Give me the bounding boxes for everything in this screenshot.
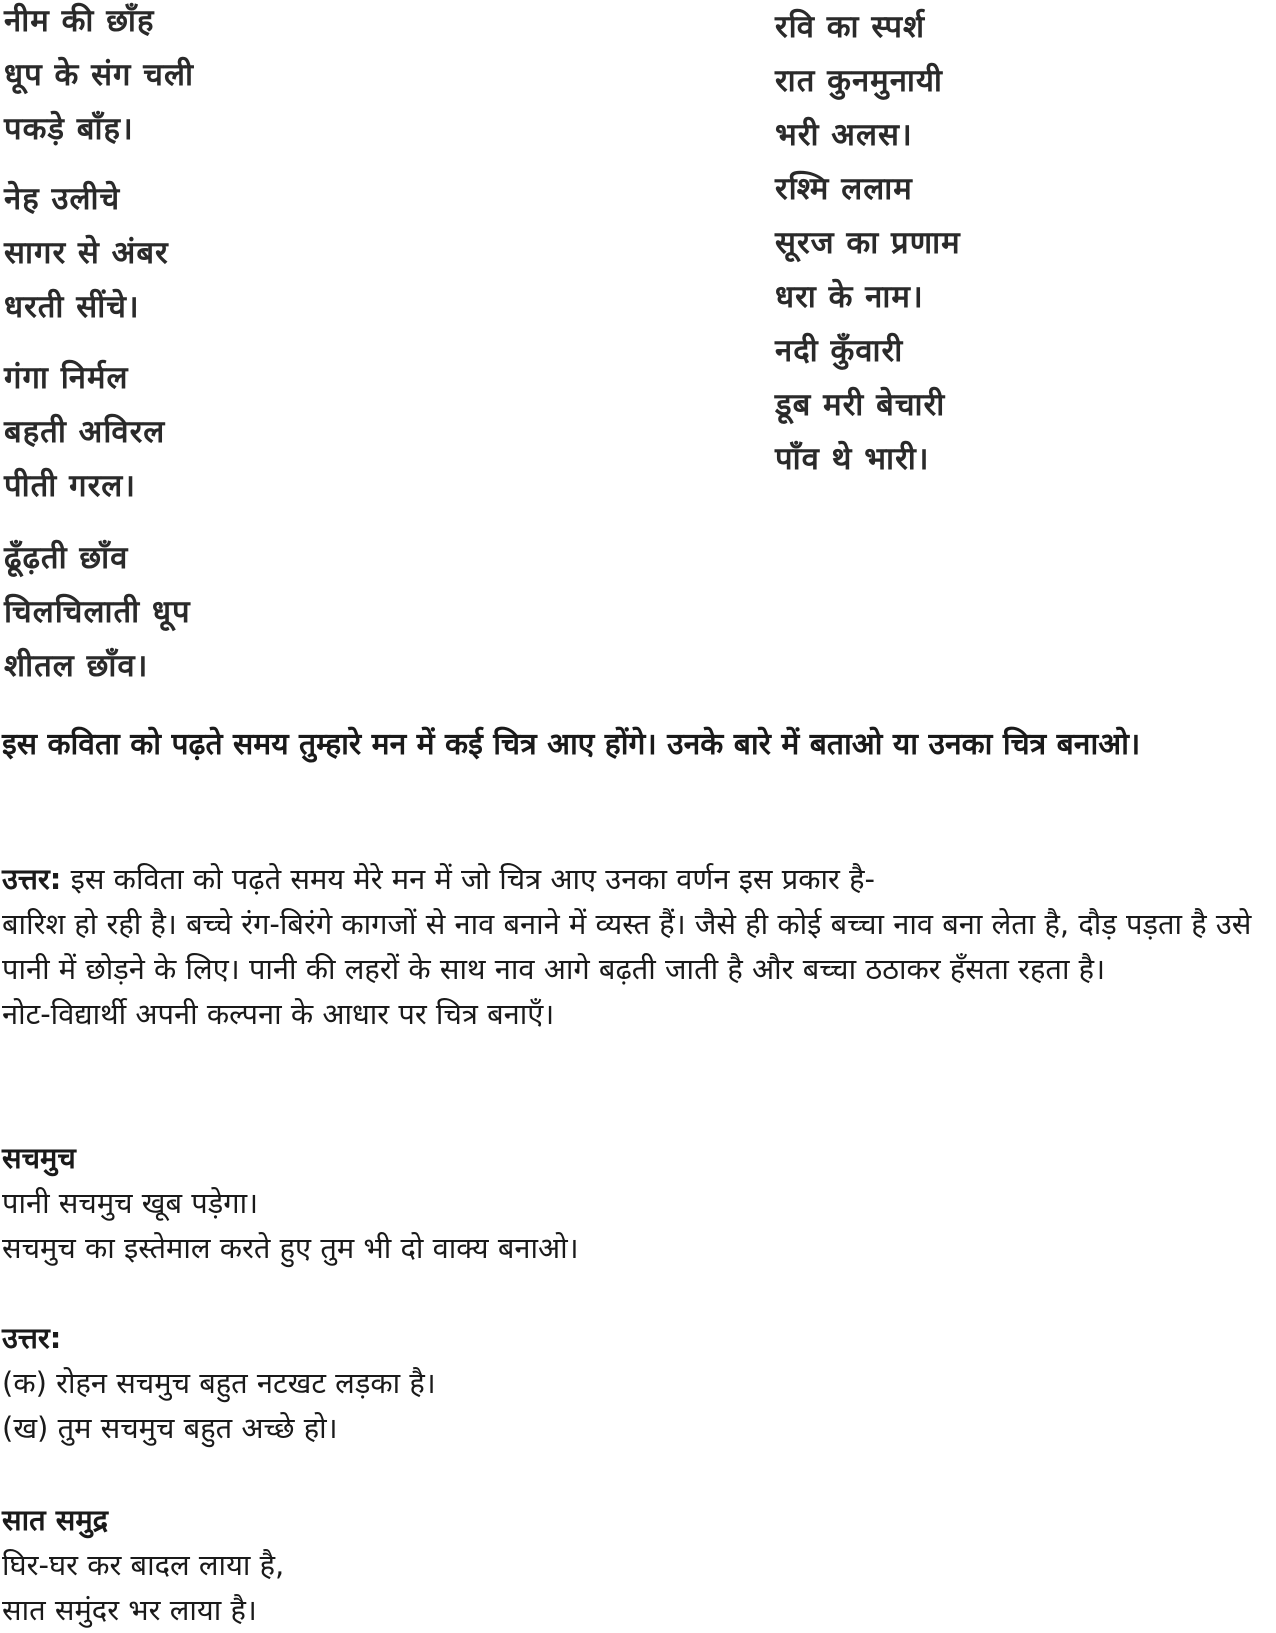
answer-label: उत्तर: — [2, 862, 62, 896]
answer-body: बारिश हो रही है। बच्चे रंग-बिरंगे कागजों से नाव बनाने में व्यस्त हैं। जैसे ही कोई बच्चा नाव बना लेता है, दौड़ पड़ता है उसे पानी में छोड़ने के लिए। पानी की लहरों के साथ नाव आगे बढ़ती जाती है और बच्चा ठठाकर हँसता रहता है। — [2, 907, 1252, 986]
poem-line: भरी अलस। — [775, 117, 913, 153]
poem-line: धरती सींचे। — [4, 289, 140, 325]
poem-line: सागर से अंबर — [4, 235, 169, 271]
poem-line: रवि का स्पर्श — [775, 9, 926, 45]
poem-line: नेह उलीचे — [4, 181, 121, 217]
poem-line: डूब मरी बेचारी — [775, 387, 946, 423]
answer-intro: इस कविता को पढ़ते समय मेरे मन में जो चित्र आए उनका वर्णन इस प्रकार है- — [61, 862, 875, 896]
poem-stanza — [4, 351, 165, 513]
poem-right-column — [775, 0, 961, 486]
poem-line: पकड़े बाँह। — [4, 111, 134, 147]
poem-stanza — [4, 172, 169, 334]
poem-line: सूरज का प्रणाम — [775, 225, 961, 261]
poem-line: रात कुनमुनायी — [775, 63, 943, 99]
section-heading: सचमुच — [2, 1141, 76, 1175]
answer-item: (ख) तुम सचमुच बहुत अच्छे हो। — [2, 1411, 338, 1445]
section-saat-samudra — [2, 1498, 1266, 1633]
note: नोट-विद्यार्थी अपनी कल्पना के आधार पर चित्र बनाएँ। — [2, 997, 555, 1031]
poem-line: नीम की छाँह — [4, 3, 155, 39]
poem-line: चिलचिलाती धूप — [4, 594, 191, 630]
question-1 — [2, 722, 1266, 768]
verse-line: सात समुंदर भर लाया है। — [2, 1593, 257, 1627]
poem-line: पाँव थे भारी। — [775, 441, 930, 477]
poem-line: धरा के नाम। — [775, 279, 924, 315]
poem-stanza — [4, 0, 194, 156]
example-sentence: पानी सचमुच खूब पड़ेगा। — [2, 1186, 259, 1220]
poem-line: धूप के संग चली — [4, 57, 194, 93]
poem-line: नदी कुँवारी — [775, 333, 904, 369]
section-sachmuch — [2, 1136, 1266, 1451]
poem-line: शीतल छाँव। — [4, 648, 149, 684]
answer-1 — [2, 857, 1266, 1037]
verse-line: घिर-घर कर बादल लाया है, — [2, 1548, 285, 1582]
answer-item: (क) रोहन सचमुच बहुत नटखट लड़का है। — [2, 1366, 436, 1400]
poem-line: बहती अविरल — [4, 414, 166, 450]
question-text: इस कविता को पढ़ते समय तुम्हारे मन में कई चित्र आए होंगे। उनके बारे में बताओ या उनका चित्र बनाओ। — [2, 727, 1141, 762]
poem-line: पीती गरल। — [4, 468, 137, 504]
poem-stanza — [4, 531, 191, 693]
poem-line: ढूँढ़ती छाँव — [4, 540, 129, 576]
section-heading: सात समुद्र — [2, 1503, 109, 1537]
answer-label: उत्तर: — [2, 1321, 62, 1355]
poem-line: गंगा निर्मल — [4, 360, 129, 396]
task-text: सचमुच का इस्तेमाल करते हुए तुम भी दो वाक्य बनाओ। — [2, 1231, 579, 1265]
poem-line: रश्मि ललाम — [775, 171, 913, 207]
answer-intro-line — [2, 857, 1266, 902]
